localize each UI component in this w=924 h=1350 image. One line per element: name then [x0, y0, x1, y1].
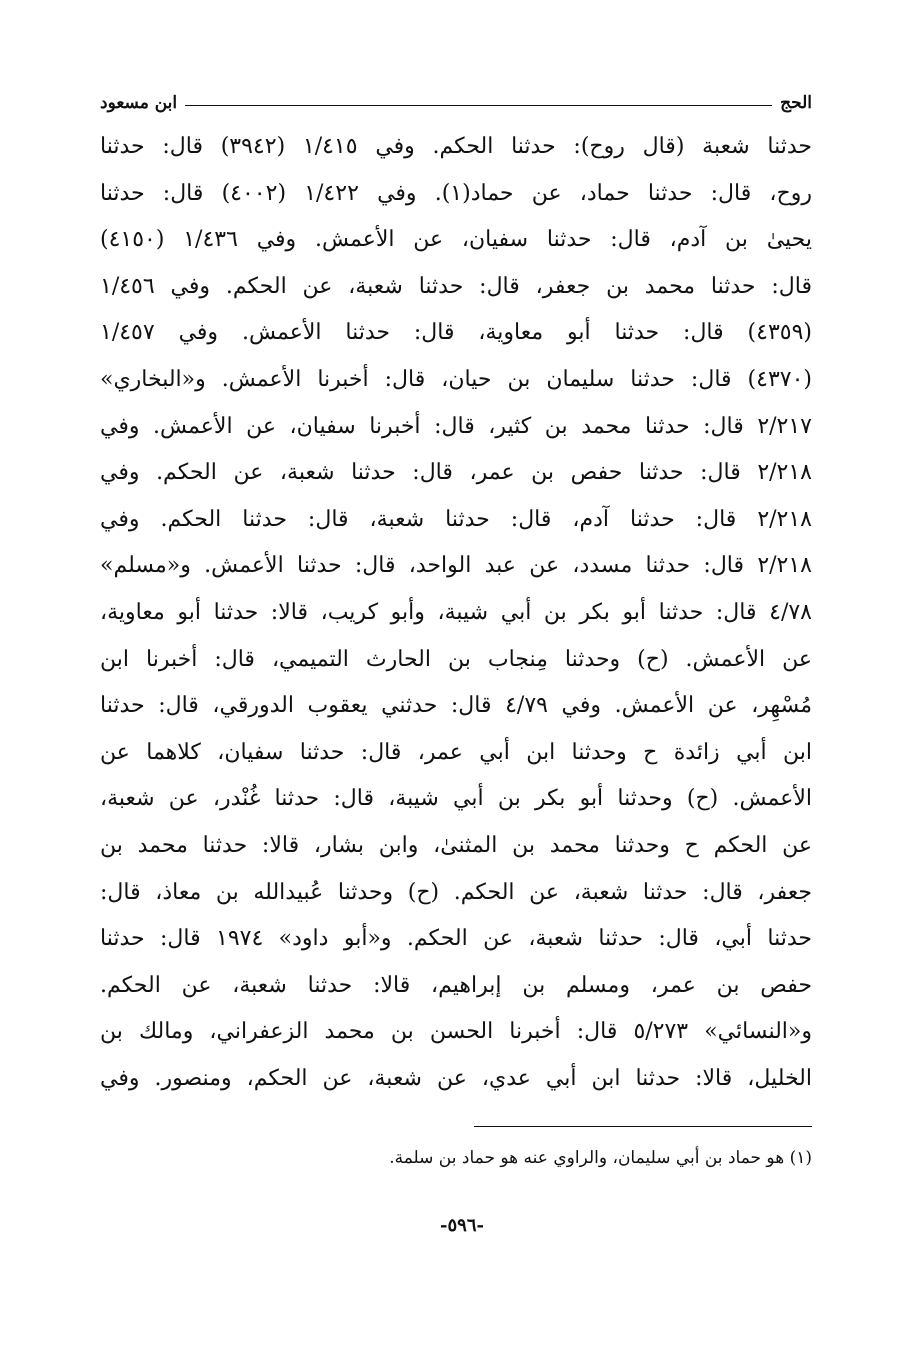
- text-line: الخليل، قالا: حدثنا ابن أبي عدي، عن شعبة، عن الحكم، ومنصور. وفي: [100, 1065, 812, 1091]
- text-line: روح، قال: حدثنا حماد، عن حماد(١). وفي ١/٤٢٢ (٤٠٠٢) قال: حدثنا: [100, 180, 812, 206]
- text-line: جعفر، قال: حدثنا شعبة، عن الحكم. (ح) وحدثنا عُبيدالله بن معاذ، قال:: [100, 879, 812, 905]
- text-line: حدثنا شعبة (قال روح): حدثنا الحكم. وفي ١/٤١٥ (٣٩٤٢) قال: حدثنا: [100, 134, 812, 159]
- text-line: ٢/٢١٧ قال: حدثنا محمد بن كثير، قال: أخبرنا سفيان، عن الأعمش. وفي: [100, 413, 812, 439]
- text-line: ٢/٢١٨ قال: حدثنا حفص بن عمر، قال: حدثنا شعبة، عن الحكم. وفي: [100, 460, 812, 486]
- text-line: مُسْهِر، عن الأعمش. وفي ٤/٧٩ قال: حدثني يعقوب الدورقي، قال: حدثنا: [100, 693, 812, 719]
- text-line: حدثنا أبي، قال: حدثنا شعبة، عن الحكم. و«أبو داود» ١٩٧٤ قال: حدثنا: [100, 926, 812, 952]
- header-rule: [185, 105, 772, 106]
- text-line: عن الأعمش. (ح) وحدثنا مِنجاب بن الحارث التميمي، قال: أخبرنا ابن: [100, 646, 812, 672]
- text-line: (٤٣٥٩) قال: حدثنا أبو معاوية، قال: حدثنا الأعمش. وفي ١/٤٥٧: [100, 320, 812, 346]
- text-line: ٢/٢١٨ قال: حدثنا آدم، قال: حدثنا شعبة، قال: حدثنا الحكم. وفي: [100, 506, 812, 532]
- text-line: حفص بن عمر، ومسلم بن إبراهيم، قالا: حدثنا شعبة، عن الحكم.: [100, 972, 812, 998]
- main-text: [100, 124, 812, 1102]
- text-line: يحيىٰ بن آدم، قال: حدثنا سفيان، عن الأعمش. وفي ١/٤٣٦ (٤١٥٠): [100, 227, 812, 253]
- running-header: [100, 88, 812, 118]
- page-number: -٥٩٦-: [440, 1215, 484, 1236]
- text-line: ٤/٧٨ قال: حدثنا أبو بكر بن أبي شيبة، وأبو كريب، قالا: حدثنا أبو معاوية،: [100, 599, 812, 625]
- section-title: ابن مسعود: [100, 93, 178, 113]
- text-line: ابن أبي زائدة ح وحدثنا ابن أبي عمر، قال: حدثنا سفيان، كلاهما عن: [100, 739, 812, 765]
- text-line: (٤٣٧٠) قال: حدثنا سليمان بن حيان، قال: أخبرنا الأعمش. و«البخاري»: [100, 366, 812, 392]
- text-line: و«النسائي» ٥/٢٧٣ قال: أخبرنا الحسن بن محمد الزعفراني، ومالك بن: [100, 1019, 812, 1045]
- text-line: قال: حدثنا محمد بن جعفر، قال: حدثنا شعبة، عن الحكم. وفي ١/٤٥٦: [100, 273, 812, 299]
- text-line: عن الحكم ح وحدثنا محمد بن المثنىٰ، وابن بشار، قالا: حدثنا محمد بن: [100, 832, 812, 858]
- footnote: (١) هو حماد بن أبي سليمان، والراوي عنه هو حماد بن سلمة.: [389, 1148, 812, 1168]
- chapter-title: الحج: [780, 93, 812, 113]
- text-line: ٢/٢١٨ قال: حدثنا مسدد، عن عبد الواحد، قال: حدثنا الأعمش. و«مسلم»: [100, 553, 812, 579]
- text-line: الأعمش. (ح) وحدثنا أبو بكر بن أبي شيبة، قال: حدثنا غُنْدر، عن شعبة،: [100, 786, 812, 812]
- footnote-separator: [474, 1126, 812, 1127]
